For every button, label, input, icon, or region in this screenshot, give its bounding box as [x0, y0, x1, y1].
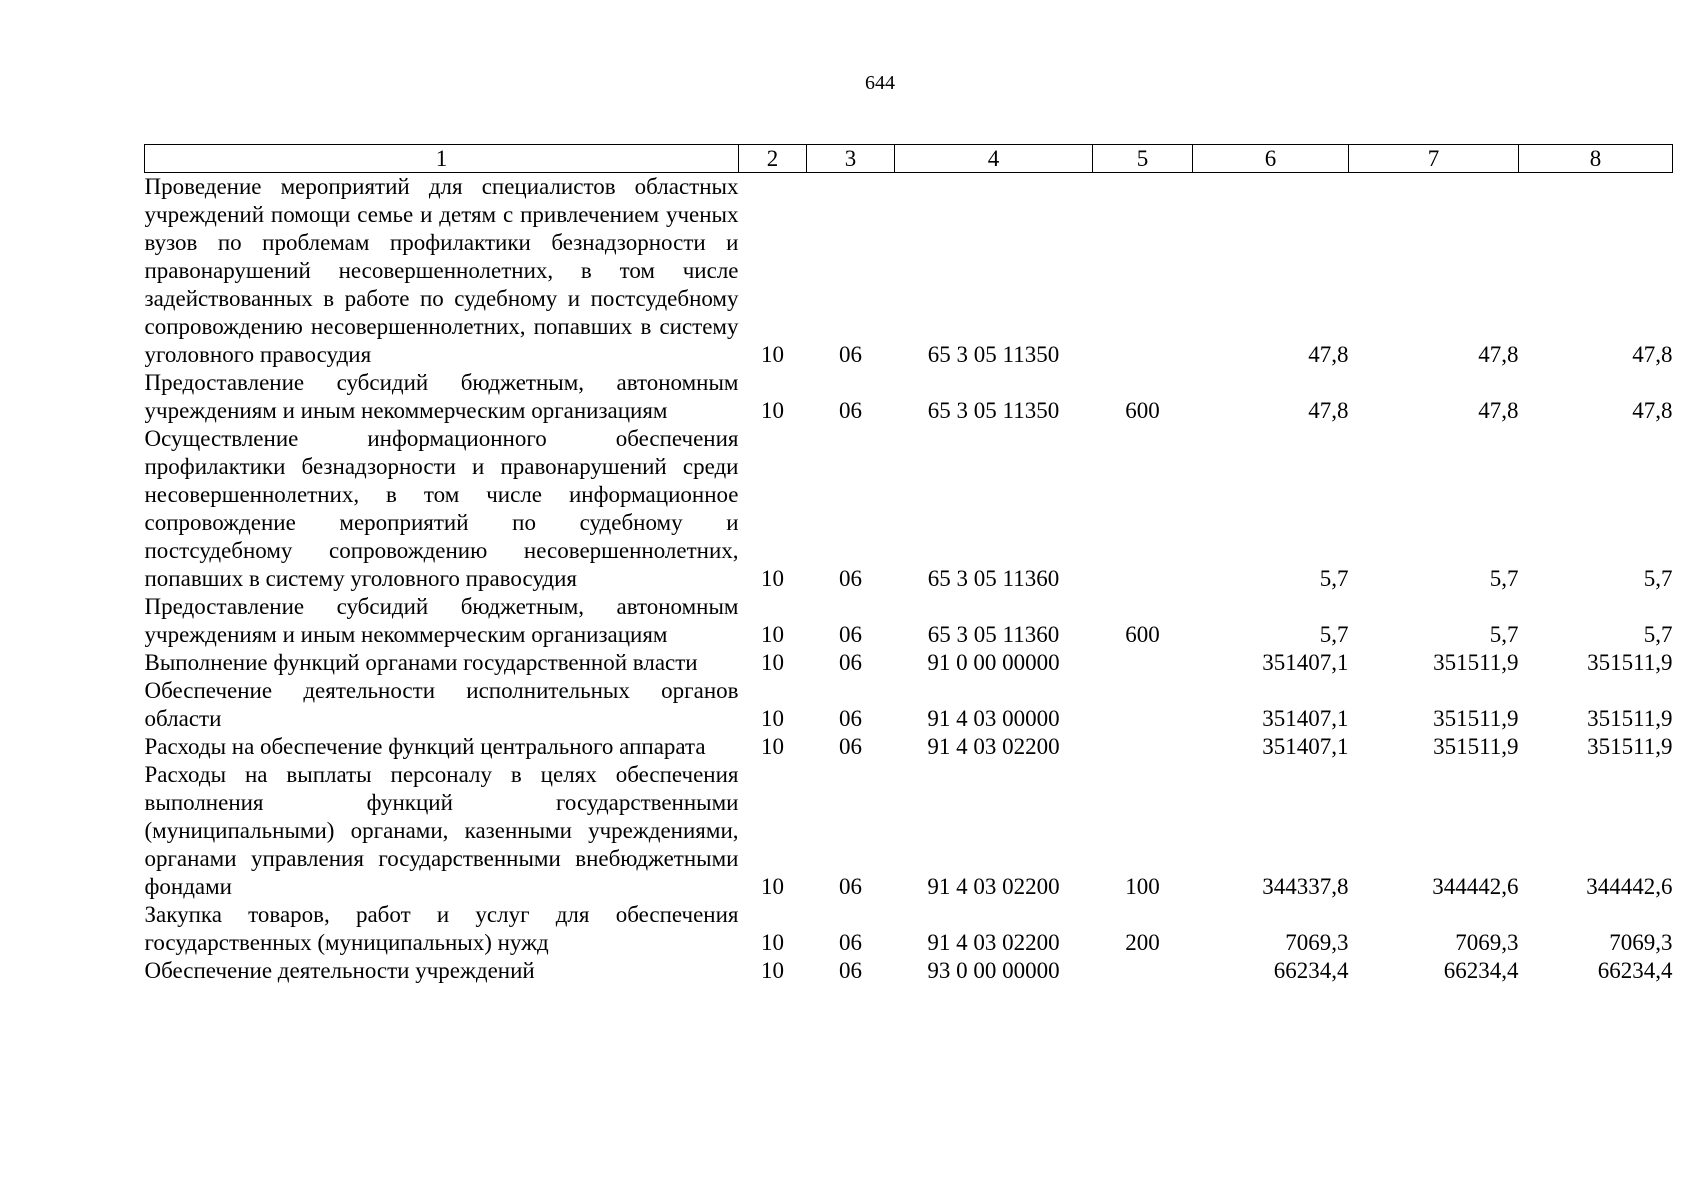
row-amount-2: 7069,3: [1455, 930, 1519, 955]
row-amount-1: 5,7: [1319, 566, 1349, 591]
row-amount-1: 7069,3: [1285, 930, 1349, 955]
row-target-code: 65 3 05 11350: [927, 342, 1060, 367]
row-name: Закупка товаров, работ и услуг для обеспечения государственных (муниципальных) нужд: [144, 902, 739, 955]
row-name: Расходы на выплаты персоналу в целях обеспечения выполнения функций государственными (муниципальными) органами, казенными учреждениями, органами управления государственными внебюджетными фондами: [144, 762, 739, 899]
row-amount-3: 5,7: [1643, 566, 1673, 591]
row-amount-3: 47,8: [1632, 398, 1673, 423]
header-col-3: 3: [807, 145, 895, 173]
page-number: 644: [865, 72, 895, 94]
row-amount-2: 66234,4: [1443, 958, 1519, 983]
row-subsection: 06: [839, 566, 862, 591]
row-expense-type: [1093, 649, 1193, 677]
row-subsection: 06: [839, 622, 862, 647]
header-col-2: 2: [739, 145, 807, 173]
table-row: [145, 369, 1673, 425]
row-name: Обеспечение деятельности учреждений: [144, 958, 535, 983]
row-amount-1: 47,8: [1308, 398, 1349, 423]
budget-table: [144, 144, 1673, 985]
row-section: 10: [761, 958, 784, 983]
row-expense-type: [1093, 733, 1193, 761]
row-amount-1: 351407,1: [1262, 734, 1349, 759]
row-subsection: 06: [839, 650, 862, 675]
row-amount-2: 5,7: [1489, 566, 1519, 591]
row-target-code: 91 4 03 02200: [927, 734, 1060, 759]
row-amount-3: 344442,6: [1586, 874, 1673, 899]
row-target-code: 65 3 05 11360: [927, 622, 1060, 647]
row-expense-type: [1093, 425, 1193, 593]
row-amount-2: 351511,9: [1433, 650, 1519, 675]
row-amount-2: 351511,9: [1433, 706, 1519, 731]
row-name: Расходы на обеспечение функций центрального аппарата: [144, 734, 706, 759]
row-section: 10: [761, 650, 784, 675]
row-name: Предоставление субсидий бюджетным, автономным учреждениям и иным некоммерческим организациям: [144, 594, 739, 647]
row-amount-2: 344442,6: [1432, 874, 1519, 899]
row-amount-3: 7069,3: [1609, 930, 1673, 955]
row-name: Осуществление информационного обеспечения профилактики безнадзорности и правонарушений среди несовершеннолетних, в том числе информационное сопровождение мероприятий по судебному и постсудебному сопровождению несовершеннолетних, попавших в систему уголовного правосудия: [144, 426, 739, 591]
header-col-7: 7: [1349, 145, 1519, 173]
row-subsection: 06: [839, 398, 862, 423]
row-expense-type: 600: [1125, 622, 1160, 647]
row-expense-type: [1093, 957, 1193, 985]
header-row: [145, 145, 1673, 173]
row-subsection: 06: [839, 958, 862, 983]
row-amount-3: 351511,9: [1587, 650, 1673, 675]
row-subsection: 06: [839, 706, 862, 731]
header-col-6: 6: [1193, 145, 1349, 173]
row-expense-type: [1093, 173, 1193, 370]
table-row: [145, 593, 1673, 649]
row-subsection: 06: [839, 342, 862, 367]
row-target-code: 91 4 03 02200: [927, 930, 1060, 955]
table-row: [145, 677, 1673, 733]
row-amount-3: 47,8: [1632, 342, 1673, 367]
row-amount-3: 351511,9: [1587, 706, 1673, 731]
row-amount-3: 66234,4: [1597, 958, 1673, 983]
row-target-code: 91 4 03 00000: [927, 706, 1060, 731]
row-subsection: 06: [839, 930, 862, 955]
row-amount-3: 5,7: [1643, 622, 1673, 647]
header-col-5: 5: [1093, 145, 1193, 173]
row-section: 10: [761, 566, 784, 591]
row-amount-2: 47,8: [1478, 342, 1519, 367]
table-row: [145, 649, 1673, 677]
row-subsection: 06: [839, 734, 862, 759]
table-row: [145, 733, 1673, 761]
row-name: Предоставление субсидий бюджетным, автономным учреждениям и иным некоммерческим организациям: [144, 370, 739, 423]
table-row: [145, 957, 1673, 985]
row-amount-1: 351407,1: [1262, 706, 1349, 731]
row-section: 10: [761, 874, 784, 899]
row-amount-1: 344337,8: [1262, 874, 1349, 899]
row-section: 10: [761, 622, 784, 647]
row-amount-1: 47,8: [1308, 342, 1349, 367]
row-expense-type: 600: [1125, 398, 1160, 423]
row-name: Выполнение функций органами государственной власти: [144, 650, 698, 675]
table-row: [145, 173, 1673, 370]
row-subsection: 06: [839, 874, 862, 899]
row-expense-type: 200: [1125, 930, 1160, 955]
row-amount-2: 5,7: [1489, 622, 1519, 647]
row-section: 10: [761, 398, 784, 423]
row-expense-type: [1093, 677, 1193, 733]
row-expense-type: 100: [1125, 874, 1160, 899]
row-amount-1: 66234,4: [1273, 958, 1349, 983]
row-amount-3: 351511,9: [1587, 734, 1673, 759]
row-name: Проведение мероприятий для специалистов областных учреждений помощи семье и детям с привлечением ученых вузов по проблемам профилактики безнадзорности и правонарушений несовершеннолетних, в том числе задействованных в работе по судебному и постсудебному сопровождению несовершеннолетних, попавших в систему уголовного правосудия: [144, 174, 739, 367]
row-target-code: 93 0 00 00000: [927, 958, 1060, 983]
row-amount-2: 351511,9: [1433, 734, 1519, 759]
table-row: [145, 425, 1673, 593]
row-section: 10: [761, 342, 784, 367]
table-row: [145, 901, 1673, 957]
row-section: 10: [761, 734, 784, 759]
row-target-code: 65 3 05 11350: [927, 398, 1060, 423]
row-target-code: 65 3 05 11360: [927, 566, 1060, 591]
table-row: [145, 761, 1673, 901]
header-col-1: 1: [145, 145, 739, 173]
row-section: 10: [761, 706, 784, 731]
row-section: 10: [761, 930, 784, 955]
header-col-8: 8: [1519, 145, 1673, 173]
row-name: Обеспечение деятельности исполнительных органов области: [144, 678, 739, 731]
row-target-code: 91 4 03 02200: [927, 874, 1060, 899]
row-amount-1: 351407,1: [1262, 650, 1349, 675]
row-amount-2: 47,8: [1478, 398, 1519, 423]
header-col-4: 4: [895, 145, 1093, 173]
row-amount-1: 5,7: [1319, 622, 1349, 647]
row-target-code: 91 0 00 00000: [927, 650, 1060, 675]
